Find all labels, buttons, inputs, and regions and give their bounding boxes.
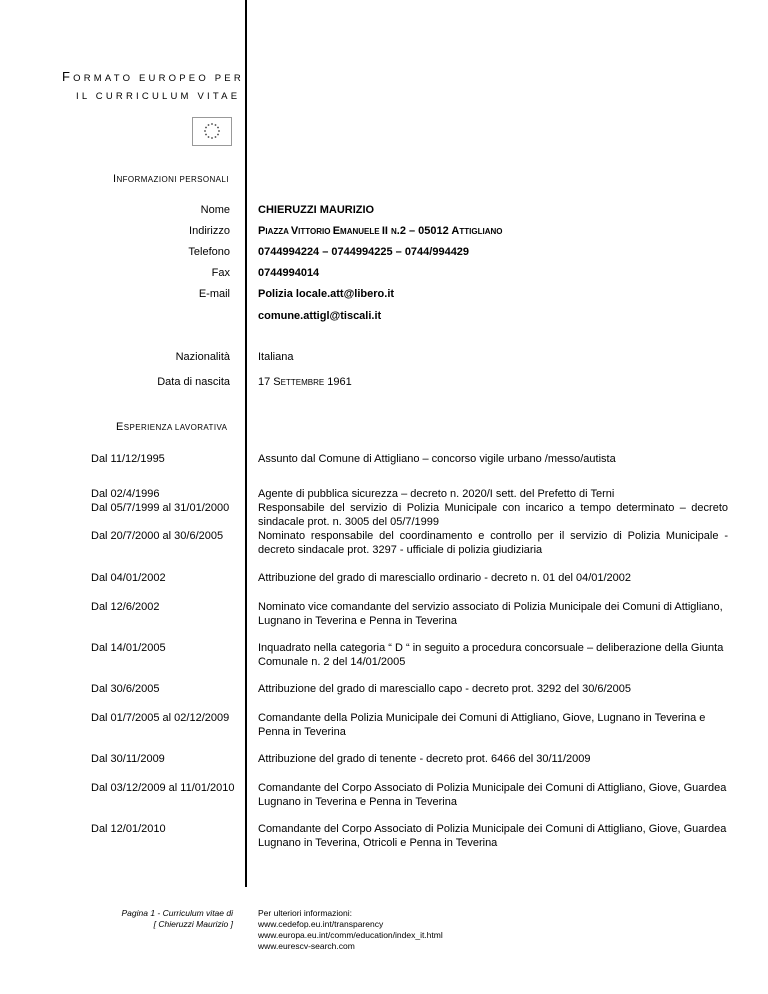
addr-part: .2 – 05012: [396, 225, 452, 237]
footer-link[interactable]: www.cedefop.eu.int/transparency: [258, 919, 384, 929]
experience-description: [258, 682, 728, 696]
value-data-nascita: [258, 376, 352, 388]
footer-page-line: Pagina 1 - Curriculum vitae di: [121, 908, 233, 918]
eu-flag-icon: [192, 117, 232, 146]
section-experience: [116, 421, 227, 433]
value-nazionalita: Italiana: [258, 351, 294, 363]
label-indirizzo: Indirizzo: [189, 225, 230, 237]
label-email: E-mail: [198, 288, 230, 300]
experience-description: [258, 641, 728, 669]
section-initial: I: [113, 173, 117, 185]
experience-line: Comandante della Polizia Municipale dei Comuni di Attigliano, Giove, Lugnano in Teverina e Penna in Teverina: [258, 712, 706, 738]
section-initial: E: [116, 421, 124, 433]
doc-title-line1: [62, 69, 244, 84]
label-data-nascita: Data di nascita: [157, 376, 230, 388]
experience-description: [258, 822, 728, 850]
experience-line: Nominato responsabile del coordinamento e controllo per il servizio di Polizia Municipale - decreto sindacale prot. 3297 - ufficiale di polizia giudiziaria: [258, 530, 728, 556]
experience-description: [258, 452, 728, 466]
birth-year: 1961: [324, 376, 352, 388]
birth-day: 17: [258, 376, 274, 388]
experience-line: Agente di pubblica sicurezza – decreto n. 2020/I sett. del Prefetto di Terni: [258, 488, 615, 500]
experience-date: Dal 05/7/1999 al 31/01/2000: [91, 502, 230, 514]
experience-date-group: [91, 487, 229, 543]
value-email-2[interactable]: comune.attigl@tiscali.it: [258, 310, 382, 322]
value-email-1[interactable]: Polizia locale.att@libero.it: [258, 288, 395, 300]
addr-part: E: [332, 225, 341, 237]
value-telefono: 0744994224 – 0744994225 – 0744/994429: [258, 246, 470, 258]
experience-date: Dal 12/6/2002: [91, 601, 160, 613]
birth-month-rest: ETTEMBRE: [280, 378, 325, 387]
experience-line: Assunto dal Comune di Attigliano – concorso vigile urbano /messo/autista: [258, 453, 616, 465]
addr-part: A: [451, 225, 460, 237]
experience-date: Dal 12/01/2010: [91, 823, 166, 835]
doc-title-line2: IL CURRICULUM VITAE: [76, 91, 241, 102]
birth-month-initial: S: [273, 376, 281, 388]
label-nome: Nome: [200, 204, 230, 216]
experience-line: Comandante del Corpo Associato di Polizia Municipale dei Comuni di Attigliano, Giove, Guardea Lugnano in Teverina e Penna in Teverina: [258, 782, 727, 808]
experience-description: [258, 571, 728, 585]
experience-description: [258, 781, 728, 809]
experience-date: Dal 01/7/2005 al 02/12/2009: [91, 712, 230, 724]
footer-links: [258, 908, 443, 952]
experience-line: Responsabile del servizio di Polizia Municipale con incarico a tempo determinato – decreto sindacale prot. n. 3005 del 05/7/1999: [258, 502, 728, 528]
addr-part: TTIGLIANO: [459, 227, 503, 236]
footer-name-line: [ Chieruzzi Maurizio ]: [153, 919, 233, 929]
experience-date: Dal 20/7/2000 al 30/6/2005: [91, 530, 224, 542]
experience-description: [258, 752, 728, 766]
experience-line: Comandante del Corpo Associato di Polizia Municipale dei Comuni di Attigliano, Giove, Guardea Lugnano in Teverina, Otricoli e Penna in Teverina: [258, 823, 727, 849]
vertical-divider: [245, 0, 247, 887]
experience-description: [258, 711, 728, 739]
addr-part: ITTORIO: [298, 227, 333, 236]
section-title: NFORMAZIONI PERSONALI: [116, 175, 229, 184]
addr-part: P: [258, 225, 266, 237]
footer-info-label: Per ulteriori informazioni:: [258, 908, 353, 918]
label-telefono: Telefono: [188, 246, 230, 258]
experience-date: Dal 04/01/2002: [91, 572, 166, 584]
section-personal-info: [113, 173, 229, 185]
addr-part: MANUELE: [340, 227, 382, 236]
experience-date: Dal 14/01/2005: [91, 642, 166, 654]
label-nazionalita: Nazionalità: [175, 351, 230, 363]
footer-link[interactable]: www.europa.eu.int/comm/education/index_it.html: [258, 930, 443, 940]
experience-line: Inquadrato nella categoria “ D “ in seguito a procedura concorsuale – deliberazione della Giunta Comunale n. 2 del 14/01/2005: [258, 642, 724, 668]
label-fax: Fax: [211, 267, 230, 279]
section-title: SPERIENZA LAVORATIVA: [123, 423, 228, 432]
value-indirizzo: [258, 225, 502, 237]
experience-date-spacer: [91, 515, 229, 529]
experience-date: Dal 11/12/1995: [91, 453, 165, 465]
experience-date: Dal 02/4/1996: [91, 488, 160, 500]
experience-description: [258, 600, 728, 628]
value-nome: CHIERUZZI MAURIZIO: [258, 204, 375, 216]
footer-page-info: [122, 908, 234, 930]
experience-date: Dal 30/6/2005: [91, 683, 160, 695]
footer-link[interactable]: www.eurescv-search.com: [258, 941, 355, 951]
experience-line: Attribuzione del grado di maresciallo ordinario - decreto n. 01 del 04/01/2002: [258, 572, 632, 584]
experience-date: Dal 30/11/2009: [91, 753, 165, 765]
value-fax: 0744994014: [258, 267, 320, 279]
title-rest: ORMATO EUROPEO PER: [73, 73, 244, 84]
experience-line: Attribuzione del grado di tenente - decreto prot. 6466 del 30/11/2009: [258, 753, 591, 765]
title-initial: F: [62, 69, 74, 84]
experience-date: Dal 03/12/2009 al 11/01/2010: [91, 782, 235, 794]
experience-line: Attribuzione del grado di maresciallo capo - decreto prot. 3292 del 30/6/2005: [258, 683, 632, 695]
addr-part: N: [391, 227, 397, 236]
experience-description: [258, 487, 728, 557]
addr-part: V: [290, 225, 299, 237]
addr-part: II: [381, 225, 391, 237]
addr-part: IAZZA: [265, 227, 291, 236]
experience-line: Nominato vice comandante del servizio associato di Polizia Municipale dei Comuni di Attigliano, Lugnano in Teverina e Penna in Teverina: [258, 601, 723, 627]
